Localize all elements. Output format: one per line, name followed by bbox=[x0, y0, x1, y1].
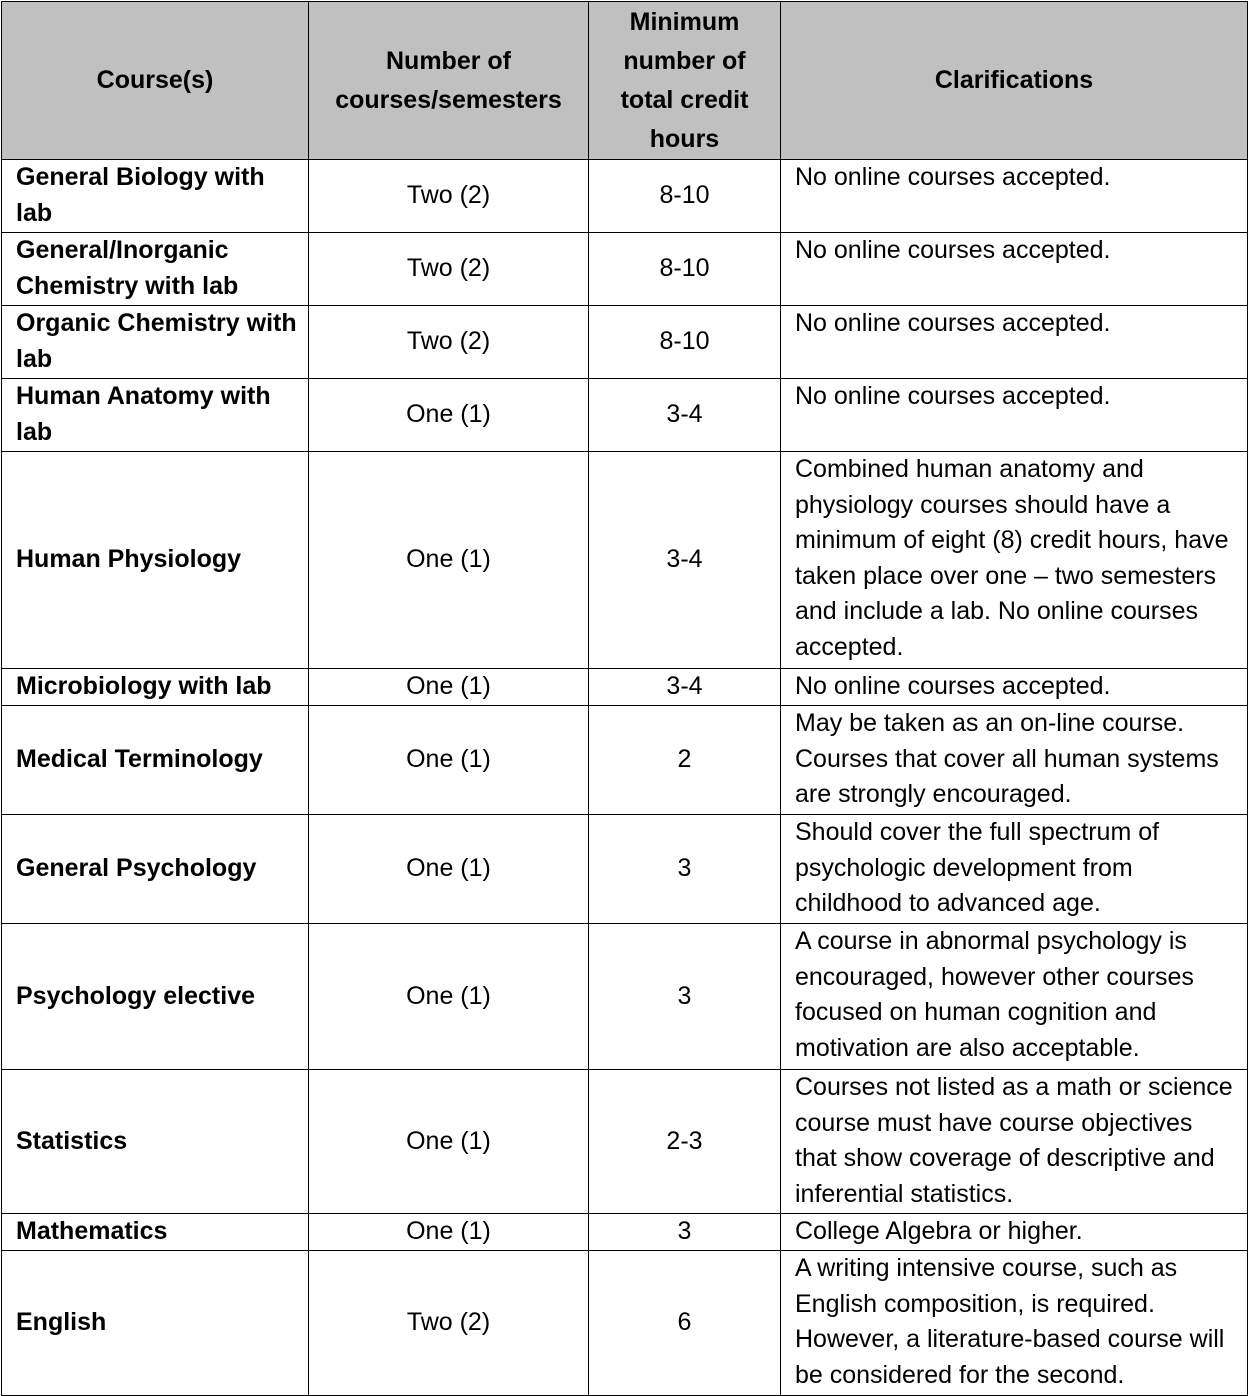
course-name: General/Inorganic Chemistry with lab bbox=[2, 233, 309, 306]
table-row bbox=[2, 1070, 1248, 1214]
course-count: One (1) bbox=[309, 706, 589, 815]
credit-hours: 3 bbox=[589, 924, 781, 1070]
header-row bbox=[2, 2, 1248, 160]
header-number-of-courses: Number of courses/semesters bbox=[309, 2, 589, 160]
clarification: Combined human anatomy and physiology courses should have a minimum of eight (8) credit hours, have taken place over one – two semesters and include a lab. No online courses accepted. bbox=[781, 452, 1248, 669]
table-row bbox=[2, 379, 1248, 452]
credit-hours: 3-4 bbox=[589, 379, 781, 452]
credit-hours: 8-10 bbox=[589, 306, 781, 379]
header-clarifications: Clarifications bbox=[781, 2, 1248, 160]
credit-hours: 3-4 bbox=[589, 669, 781, 706]
course-count: Two (2) bbox=[309, 1251, 589, 1396]
clarification: Courses not listed as a math or science course must have course objectives that show coverage of descriptive and inferential statistics. bbox=[781, 1070, 1248, 1214]
course-name: General Psychology bbox=[2, 815, 309, 924]
course-name: English bbox=[2, 1251, 309, 1396]
credit-hours: 2-3 bbox=[589, 1070, 781, 1214]
credit-hours: 3 bbox=[589, 1214, 781, 1251]
course-name: Mathematics bbox=[2, 1214, 309, 1251]
clarification: Should cover the full spectrum of psychologic development from childhood to advanced age. bbox=[781, 815, 1248, 924]
course-name: General Biology with lab bbox=[2, 160, 309, 233]
course-name: Psychology elective bbox=[2, 924, 309, 1070]
table-row bbox=[2, 1214, 1248, 1251]
header-course: Course(s) bbox=[2, 2, 309, 160]
course-count: Two (2) bbox=[309, 160, 589, 233]
clarification: No online courses accepted. bbox=[781, 379, 1248, 452]
credit-hours: 3 bbox=[589, 815, 781, 924]
course-count: One (1) bbox=[309, 452, 589, 669]
clarification: No online courses accepted. bbox=[781, 160, 1248, 233]
table-row bbox=[2, 706, 1248, 815]
credit-hours: 8-10 bbox=[589, 160, 781, 233]
prerequisite-courses-table bbox=[1, 1, 1248, 1396]
course-name: Statistics bbox=[2, 1070, 309, 1214]
course-count: One (1) bbox=[309, 379, 589, 452]
course-name: Human Anatomy with lab bbox=[2, 379, 309, 452]
course-name: Organic Chemistry with lab bbox=[2, 306, 309, 379]
course-count: One (1) bbox=[309, 1070, 589, 1214]
table-row bbox=[2, 1251, 1248, 1396]
clarification: May be taken as an on-line course. Courses that cover all human systems are strongly encouraged. bbox=[781, 706, 1248, 815]
header-min-credit-hours: Minimum number of total credit hours bbox=[589, 2, 781, 160]
table-row bbox=[2, 452, 1248, 669]
clarification: College Algebra or higher. bbox=[781, 1214, 1248, 1251]
credit-hours: 2 bbox=[589, 706, 781, 815]
credit-hours: 6 bbox=[589, 1251, 781, 1396]
table-row bbox=[2, 815, 1248, 924]
course-name: Human Physiology bbox=[2, 452, 309, 669]
course-count: Two (2) bbox=[309, 233, 589, 306]
table-row bbox=[2, 924, 1248, 1070]
clarification: A course in abnormal psychology is encouraged, however other courses focused on human cognition and motivation are also acceptable. bbox=[781, 924, 1248, 1070]
course-count: One (1) bbox=[309, 669, 589, 706]
course-count: Two (2) bbox=[309, 306, 589, 379]
course-count: One (1) bbox=[309, 1214, 589, 1251]
course-name: Medical Terminology bbox=[2, 706, 309, 815]
course-count: One (1) bbox=[309, 815, 589, 924]
table-row bbox=[2, 669, 1248, 706]
course-name: Microbiology with lab bbox=[2, 669, 309, 706]
credit-hours: 8-10 bbox=[589, 233, 781, 306]
table-row bbox=[2, 306, 1248, 379]
table-row bbox=[2, 160, 1248, 233]
clarification: No online courses accepted. bbox=[781, 669, 1248, 706]
credit-hours: 3-4 bbox=[589, 452, 781, 669]
clarification: No online courses accepted. bbox=[781, 306, 1248, 379]
clarification: A writing intensive course, such as English composition, is required. However, a literature-based course will be considered for the second. bbox=[781, 1251, 1248, 1396]
clarification: No online courses accepted. bbox=[781, 233, 1248, 306]
course-count: One (1) bbox=[309, 924, 589, 1070]
table-row bbox=[2, 233, 1248, 306]
